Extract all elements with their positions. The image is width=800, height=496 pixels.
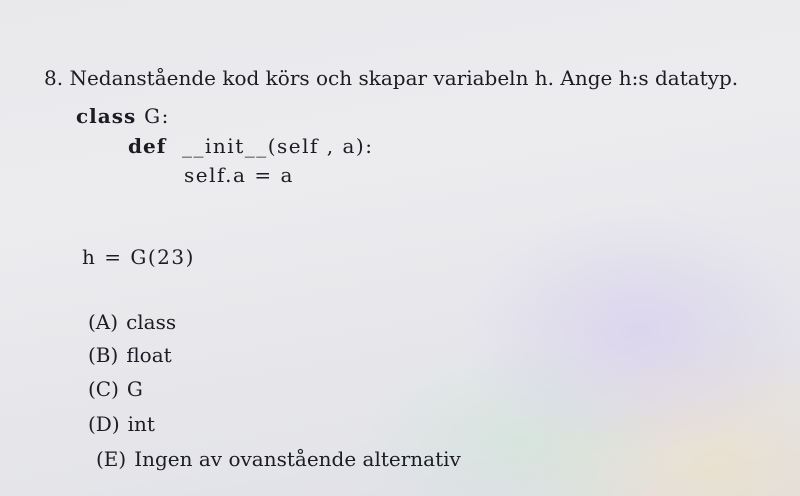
class-keyword: class xyxy=(76,104,137,128)
option-label: (B) xyxy=(88,343,119,367)
def-keyword: def xyxy=(128,134,167,158)
option-text: float xyxy=(126,343,172,367)
option-c xyxy=(88,377,143,401)
class-name: G: xyxy=(136,104,170,128)
option-e xyxy=(96,447,461,471)
question-line xyxy=(44,66,738,90)
option-text: class xyxy=(126,310,177,334)
option-label: (C) xyxy=(88,377,119,401)
def-signature: __init__(self , a): xyxy=(166,134,374,158)
option-a xyxy=(88,310,176,334)
option-text: int xyxy=(127,412,155,436)
question-number: 8. xyxy=(44,66,64,90)
option-d xyxy=(88,412,155,436)
option-b xyxy=(88,343,172,367)
option-text: G xyxy=(126,377,143,401)
code-instantiation-line: h = G(23) xyxy=(82,245,195,269)
code-def-line xyxy=(128,134,373,158)
code-assignment-line: self.a = a xyxy=(184,163,294,187)
option-text: Ingen av ovanstående alternativ xyxy=(134,447,461,471)
question-text: Nedanstående kod körs och skapar variabeln h. Ange h:s datatyp. xyxy=(69,66,739,90)
option-label: (A) xyxy=(88,310,119,334)
option-label: (E) xyxy=(96,447,127,471)
option-label: (D) xyxy=(88,412,120,436)
code-class-line xyxy=(76,104,170,128)
